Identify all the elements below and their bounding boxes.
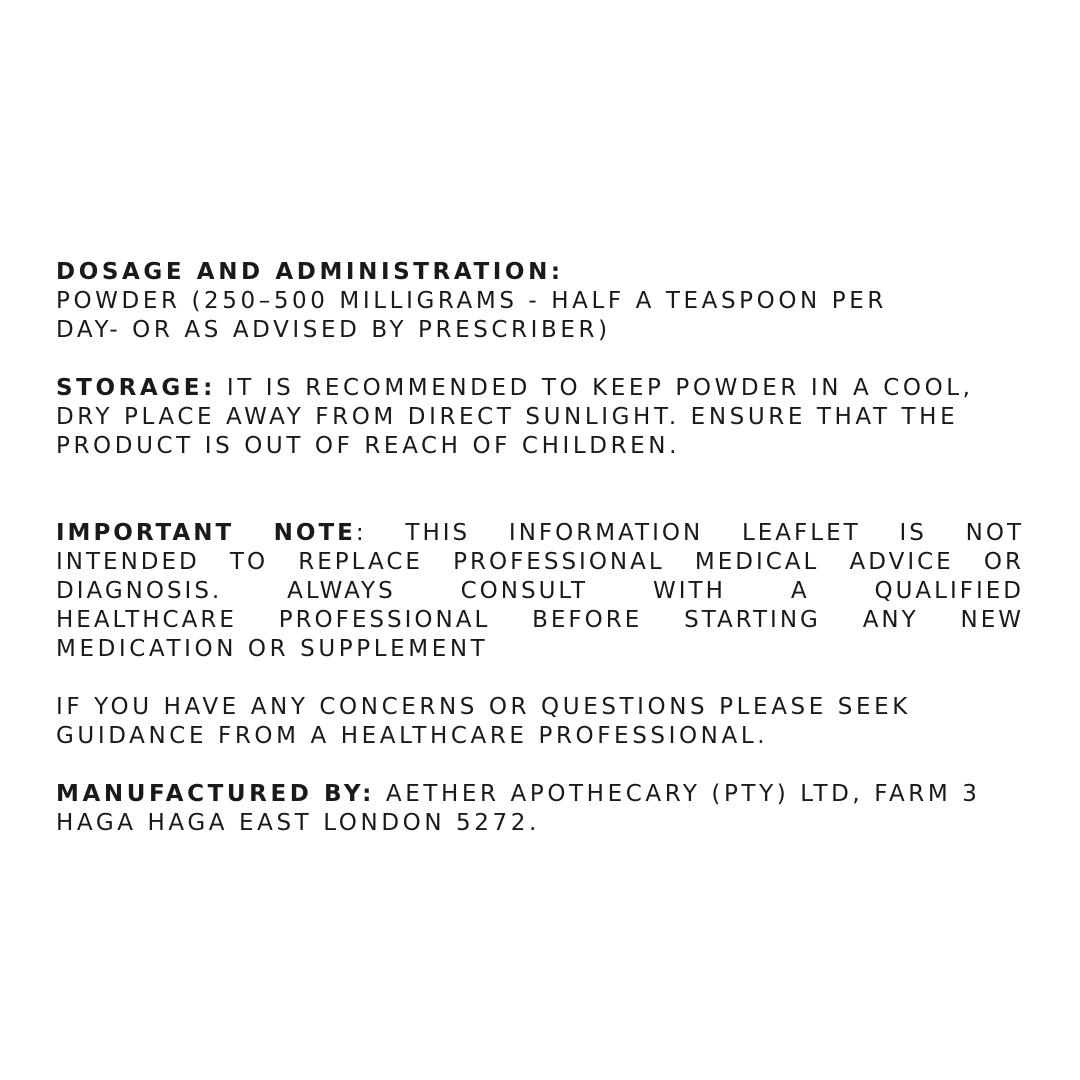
manufacturer-section — [56, 780, 1024, 838]
important-note-section — [56, 519, 1024, 664]
manufacturer-label: MANUFACTURED BY: — [56, 781, 375, 807]
dosage-line-2: DAY- OR AS ADVISED BY PRESCRIBER) — [56, 317, 611, 343]
important-note-line-4: HEALTHCARE PROFESSIONAL BEFORE STARTING ANY NEW — [56, 607, 1024, 633]
concerns-line-1: IF YOU HAVE ANY CONCERNS OR QUESTIONS PLEASE SEEK — [56, 694, 911, 720]
storage-line-1-text: IT IS RECOMMENDED TO KEEP POWDER IN A COOL, — [215, 375, 974, 401]
storage-line-2: DRY PLACE AWAY FROM DIRECT SUNLIGHT. ENSURE THAT THE — [56, 404, 959, 430]
storage-line-3: PRODUCT IS OUT OF REACH OF CHILDREN. — [56, 433, 680, 459]
dosage-section — [56, 258, 1024, 345]
manufacturer-line-1 — [56, 780, 1024, 809]
concerns-line-2: GUIDANCE FROM A HEALTHCARE PROFESSIONAL. — [56, 723, 769, 749]
dosage-heading: DOSAGE AND ADMINISTRATION: — [56, 259, 564, 285]
important-note-line-1 — [56, 519, 1024, 548]
information-leaflet — [56, 258, 1024, 838]
manufacturer-line-1-text: AETHER APOTHECARY (PTY) LTD, FARM 3 — [374, 781, 981, 807]
storage-section — [56, 374, 1024, 461]
important-note-line-1-text: : THIS INFORMATION LEAFLET IS NOT — [355, 520, 1024, 546]
manufacturer-line-2: HAGA HAGA EAST LONDON 5272. — [56, 810, 540, 836]
important-note-line-2: INTENDED TO REPLACE PROFESSIONAL MEDICAL ADVICE OR — [56, 549, 1024, 575]
important-note-line-3: DIAGNOSIS. ALWAYS CONSULT WITH A QUALIFIED — [56, 578, 1024, 604]
important-note-label: IMPORTANT NOTE — [56, 520, 356, 546]
concerns-section — [56, 693, 1024, 751]
storage-label: STORAGE: — [56, 375, 216, 401]
important-note-line-5: MEDICATION OR SUPPLEMENT — [56, 636, 489, 662]
dosage-line-1: POWDER (250–500 MILLIGRAMS - HALF A TEASPOON PER — [56, 288, 887, 314]
storage-line-1 — [56, 374, 1024, 403]
